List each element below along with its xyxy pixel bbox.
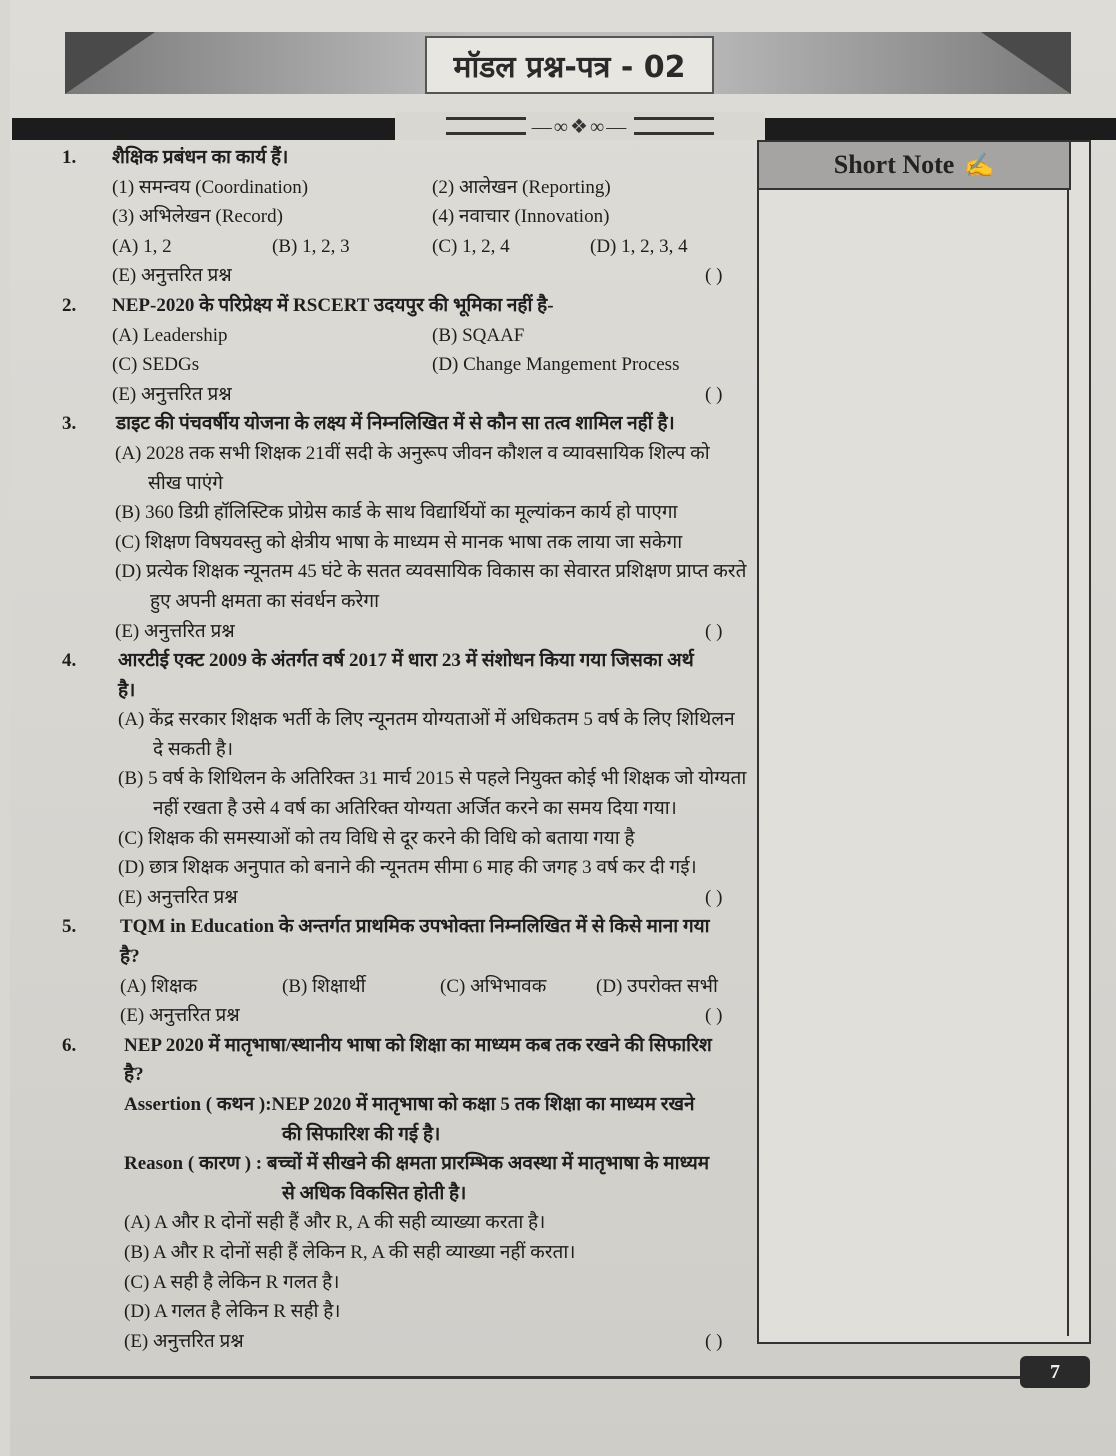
option-row bbox=[60, 824, 750, 854]
option-row bbox=[60, 321, 750, 351]
question-list bbox=[60, 143, 750, 1356]
question-number: 6. bbox=[62, 1034, 77, 1056]
option-text: (D) उपरोक्त सभी bbox=[596, 975, 718, 997]
option-text: से अधिक विकसित होती है। bbox=[282, 1182, 467, 1204]
answer-box[interactable]: ( ) bbox=[705, 1330, 723, 1352]
option-text: हुए अपनी क्षमता का संवर्धन करेगा bbox=[150, 590, 379, 612]
short-note-area bbox=[763, 190, 1069, 1336]
option-text: सीख पाएंगे bbox=[148, 472, 223, 494]
question-number: 4. bbox=[62, 650, 77, 672]
option-row bbox=[60, 1268, 750, 1298]
answer-box[interactable]: ( ) bbox=[705, 1005, 723, 1027]
header-left-triangle bbox=[65, 32, 155, 94]
option-text: (E) अनुत्तरित प्रश्न bbox=[124, 1330, 244, 1352]
question-title-line bbox=[60, 1060, 750, 1090]
option-text: (E) अनुत्तरित प्रश्न bbox=[120, 1005, 240, 1027]
option-row bbox=[60, 1297, 750, 1327]
option-row bbox=[60, 557, 750, 587]
pen-writing-icon: ✍ bbox=[964, 152, 995, 179]
option-text: (B) 5 वर्ष के शिथिलन के अतिरिक्त 31 मार्च 2015 से पहले नियुक्त कोई भी शिक्षक जो योग्यता bbox=[118, 768, 747, 790]
short-note-header bbox=[759, 142, 1071, 190]
option-text: (3) अभिलेखन (Record) bbox=[112, 206, 283, 228]
footer-rule bbox=[30, 1376, 1020, 1379]
ornament-bars-right bbox=[634, 117, 714, 135]
option-row bbox=[60, 528, 750, 558]
option-row bbox=[60, 617, 750, 647]
short-note-panel bbox=[757, 140, 1091, 1344]
option-text: (A) शिक्षक bbox=[120, 975, 198, 997]
question-title-line bbox=[60, 912, 750, 942]
question-4 bbox=[60, 646, 750, 912]
option-text: (B) 360 डिग्री हॉलिस्टिक प्रोग्रेस कार्ड के साथ विद्यार्थियों का मूल्यांकन कार्य हो पाएगा bbox=[115, 502, 678, 524]
question-2 bbox=[60, 291, 750, 409]
question-number: 1. bbox=[62, 147, 77, 168]
option-row bbox=[60, 705, 750, 735]
option-row bbox=[60, 883, 750, 913]
option-text: (E) अनुत्तरित प्रश्न bbox=[112, 265, 232, 287]
option-text: (C) A सही है लेकिन R गलत है। bbox=[124, 1271, 340, 1293]
question-5 bbox=[60, 912, 750, 1030]
question-title-line bbox=[60, 143, 750, 173]
option-row bbox=[60, 1327, 750, 1357]
question-text: शैक्षिक प्रबंधन का कार्य हैं। bbox=[112, 147, 289, 168]
option-row bbox=[60, 498, 750, 528]
option-text: (E) अनुत्तरित प्रश्न bbox=[112, 383, 232, 405]
question-title-line bbox=[60, 942, 750, 972]
question-6 bbox=[60, 1031, 750, 1357]
question-text: आरटीई एक्ट 2009 के अंतर्गत वर्ष 2017 में धारा 23 में संशोधन किया गया जिसका अर्थ bbox=[118, 650, 694, 672]
option-text: (A) Leadership bbox=[112, 324, 228, 346]
option-text: (D) 1, 2, 3, 4 bbox=[590, 235, 688, 257]
question-title-line bbox=[60, 646, 750, 676]
option-row bbox=[60, 587, 750, 617]
option-text: (E) अनुत्तरित प्रश्न bbox=[115, 620, 235, 642]
option-text: (B) शिक्षार्थी bbox=[282, 975, 366, 997]
option-row bbox=[60, 735, 750, 765]
option-row bbox=[60, 764, 750, 794]
option-text: (1) समन्वय (Coordination) bbox=[112, 176, 309, 198]
option-text: (C) शिक्षक की समस्याओं को तय विधि से दूर करने की विधि को बताया गया है bbox=[118, 827, 635, 849]
question-number: 5. bbox=[62, 916, 77, 938]
option-row bbox=[60, 1120, 750, 1150]
option-row bbox=[60, 350, 750, 380]
option-text: की सिफारिश की गई है। bbox=[282, 1123, 441, 1145]
question-text: TQM in Education के अन्तर्गत प्राथमिक उपभोक्ता निम्नलिखित में से किसे माना गया bbox=[120, 916, 710, 938]
option-row bbox=[60, 853, 750, 883]
option-text: (C) 1, 2, 4 bbox=[432, 235, 510, 257]
option-text: (C) शिक्षण विषयवस्तु को क्षेत्रीय भाषा के माध्यम से मानक भाषा तक लाया जा सकेगा bbox=[115, 531, 683, 553]
option-text: (A) केंद्र सरकार शिक्षक भर्ती के लिए न्यूनतम योग्यताओं में अधिकतम 5 वर्ष के लिए शिथिलन bbox=[118, 709, 735, 731]
ornament-divider bbox=[395, 112, 765, 140]
ornament-icon: —∞❖∞— bbox=[531, 115, 629, 138]
option-row bbox=[60, 1001, 750, 1031]
option-text: (B) SQAAF bbox=[432, 324, 525, 346]
option-text: (B) A और R दोनों सही हैं लेकिन R, A की सही व्याख्या नहीं करता। bbox=[124, 1241, 576, 1263]
question-text: है। bbox=[118, 679, 136, 701]
option-text: (B) 1, 2, 3 bbox=[272, 235, 350, 257]
question-title-line bbox=[60, 1031, 750, 1061]
option-text: (A) 1, 2 bbox=[112, 235, 172, 257]
ornament-bars-left bbox=[446, 117, 526, 135]
option-text: (4) नवाचार (Innovation) bbox=[432, 206, 610, 228]
question-text: NEP 2020 में मातृभाषा/स्थानीय भाषा को शिक्षा का माध्यम कब तक रखने की सिफारिश bbox=[124, 1034, 712, 1056]
option-text: (C) अभिभावक bbox=[440, 975, 547, 997]
question-title-line bbox=[60, 409, 750, 439]
option-text: (D) Change Mangement Process bbox=[432, 354, 680, 376]
option-row bbox=[60, 439, 750, 469]
option-text: (A) A और R दोनों सही हैं और R, A की सही व्याख्या करता है। bbox=[124, 1212, 546, 1234]
option-text: (2) आलेखन (Reporting) bbox=[432, 176, 611, 198]
option-text: Reason ( कारण ) : बच्चों में सीखने की क्षमता प्रारम्भिक अवस्था में मातृभाषा के माध्यम bbox=[124, 1153, 710, 1175]
option-row bbox=[60, 1090, 750, 1120]
header-right-triangle bbox=[981, 32, 1071, 94]
answer-box[interactable]: ( ) bbox=[705, 265, 723, 287]
option-text: Assertion ( कथन ):NEP 2020 में मातृभाषा को कक्षा 5 तक शिक्षा का माध्यम रखने bbox=[124, 1094, 695, 1115]
option-row bbox=[60, 1149, 750, 1179]
option-row bbox=[60, 1238, 750, 1268]
option-row bbox=[60, 173, 750, 203]
question-1 bbox=[60, 143, 750, 291]
question-number: 3. bbox=[62, 413, 77, 435]
answer-box[interactable]: ( ) bbox=[705, 620, 723, 642]
option-text: (D) छात्र शिक्षक अनुपात को बनाने की न्यूनतम सीमा 6 माह की जगह 3 वर्ष कर दी गई। bbox=[118, 857, 697, 879]
option-row bbox=[60, 469, 750, 499]
option-text: (C) SEDGs bbox=[112, 354, 200, 376]
question-text: NEP-2020 के परिप्रेक्ष्य में RSCERT उदयपुर की भूमिका नहीं है- bbox=[112, 294, 554, 316]
question-title-line bbox=[60, 291, 750, 321]
option-row bbox=[60, 1208, 750, 1238]
option-text: नहीं रखता है उसे 4 वर्ष का अतिरिक्त योग्यता अर्जित करने का समय दिया गया। bbox=[153, 798, 677, 820]
question-number: 2. bbox=[62, 294, 77, 316]
question-3 bbox=[60, 409, 750, 646]
question-text: है? bbox=[120, 946, 140, 968]
answer-box[interactable]: ( ) bbox=[705, 383, 723, 405]
option-row bbox=[60, 972, 750, 1002]
question-title-line bbox=[60, 676, 750, 706]
option-text: (E) अनुत्तरित प्रश्न bbox=[118, 886, 238, 908]
short-note-title: Short Note bbox=[833, 150, 955, 179]
option-text: (A) 2028 तक सभी शिक्षक 21वीं सदी के अनुरूप जीवन कौशल व व्यावसायिक शिल्प को bbox=[115, 442, 710, 464]
page-number: 7 bbox=[1020, 1356, 1090, 1388]
option-row bbox=[60, 380, 750, 410]
option-row bbox=[60, 261, 750, 291]
question-text: है? bbox=[124, 1064, 144, 1086]
option-text: (D) प्रत्येक शिक्षक न्यूनतम 45 घंटे के सतत व्यवसायिक विकास का सेवारत प्रशिक्षण प्राप्त करते bbox=[115, 561, 747, 583]
option-row bbox=[60, 794, 750, 824]
option-text: दे सकती है। bbox=[153, 738, 234, 760]
answer-box[interactable]: ( ) bbox=[705, 886, 723, 908]
option-row bbox=[60, 232, 750, 262]
option-row bbox=[60, 202, 750, 232]
option-text: (D) A गलत है लेकिन R सही है। bbox=[124, 1301, 341, 1323]
question-text: डाइट की पंचवर्षीय योजना के लक्ष्य में निम्नलिखित में से कौन सा तत्व शामिल नहीं है। bbox=[116, 413, 675, 435]
option-row bbox=[60, 1179, 750, 1209]
page-title: मॉडल प्रश्न-पत्र - 02 bbox=[425, 36, 714, 94]
